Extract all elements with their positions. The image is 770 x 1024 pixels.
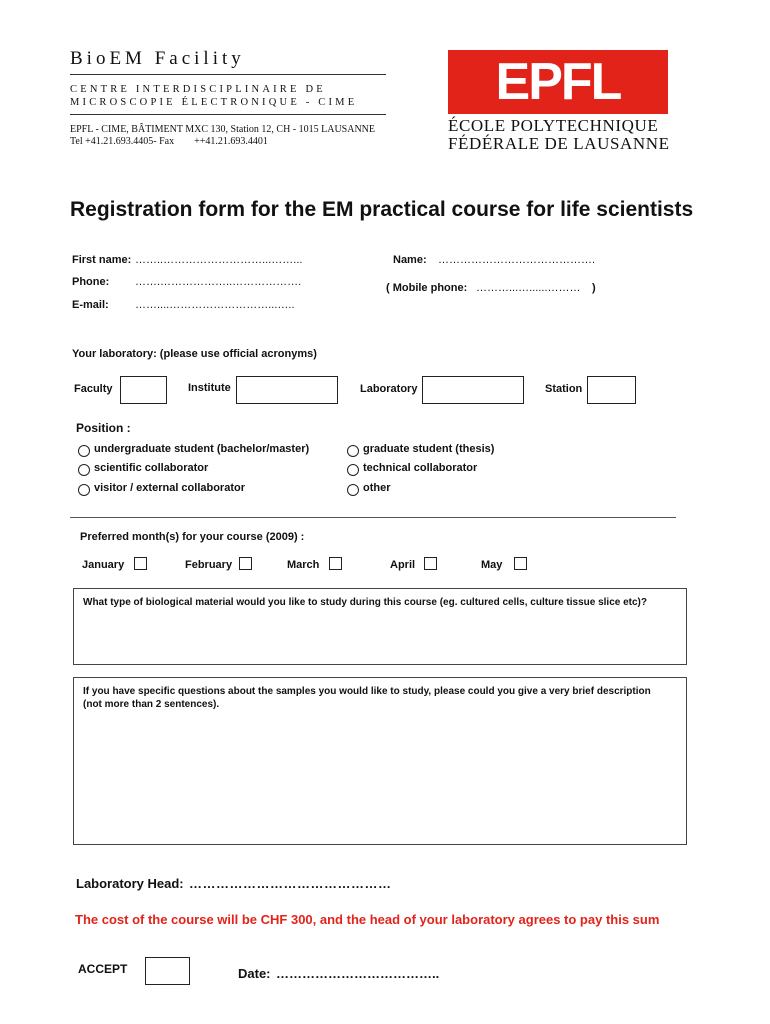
centre-name-line2: MICROSCOPIE ÉLECTRONIQUE - CIME — [70, 97, 358, 108]
month-label-january: January — [82, 559, 125, 571]
phone-label: Phone: — [72, 276, 110, 288]
date-field[interactable]: ……………………………….. — [276, 966, 440, 981]
lab-head-field[interactable]: ……………………………………… — [189, 876, 392, 891]
form-title: Registration form for the EM practical course for life scientists — [70, 198, 694, 221]
institute-label: Institute — [188, 382, 231, 394]
sample-questions-line1: If you have specific questions about the samples you would like to study, please could you give a very brief description — [83, 686, 651, 697]
lab-head-label: Laboratory Head: — [76, 876, 184, 891]
email-label: E-mail: — [72, 299, 109, 311]
checkbox-march[interactable] — [329, 557, 342, 570]
first-name-label: First name: — [72, 254, 132, 266]
option-label: visitor / external collaborator — [94, 482, 245, 494]
option-label: scientific collaborator — [94, 462, 209, 474]
laboratory-input[interactable] — [422, 376, 524, 404]
position-heading: Position : — [76, 421, 131, 435]
facility-title: BioEM Facility — [70, 48, 245, 69]
section-divider — [70, 517, 676, 518]
month-label-february: February — [185, 559, 233, 571]
sample-questions-line2: (not more than 2 sentences). — [83, 699, 220, 710]
header-divider — [70, 114, 386, 115]
month-label-april: April — [390, 559, 416, 571]
name-field[interactable]: ……………………………………. — [438, 254, 596, 266]
checkbox-february[interactable] — [239, 557, 252, 570]
months-heading: Preferred month(s) for your course (2009) : — [80, 531, 305, 543]
checkbox-may[interactable] — [514, 557, 527, 570]
checkbox-april[interactable] — [424, 557, 437, 570]
email-field[interactable]: ……....………………………...….. — [135, 299, 295, 311]
accept-checkbox[interactable] — [145, 957, 190, 985]
option-label: undergraduate student (bachelor/master) — [94, 443, 310, 455]
option-label: technical collaborator — [363, 462, 478, 474]
laboratory-label: Laboratory — [360, 383, 418, 395]
logo-text-line2: FÉDÉRALE DE LAUSANNE — [448, 134, 670, 153]
radio-other[interactable] — [347, 484, 359, 496]
epfl-logo-mark: EPFL — [495, 53, 621, 111]
cost-notice: The cost of the course will be CHF 300, and the head of your laboratory agrees to pay this sum — [75, 912, 660, 927]
option-label: other — [363, 482, 391, 494]
centre-name-line1: CENTRE INTERDISCIPLINAIRE DE — [70, 84, 326, 95]
month-label-march: March — [287, 559, 320, 571]
radio-scientific-collaborator[interactable] — [78, 464, 90, 476]
phone-field[interactable]: …….………………..………………. — [135, 276, 302, 288]
month-label-may: May — [481, 559, 503, 571]
phone-fax-line: Tel +41.21.693.4405- Fax ++41.21.693.4401 — [70, 136, 268, 147]
address-line: EPFL - CIME, BÂTIMENT MXC 130, Station 12, CH - 1015 LAUSANNE — [70, 124, 376, 135]
checkbox-january[interactable] — [134, 557, 147, 570]
mobile-phone-label: ( Mobile phone: — [386, 282, 468, 294]
logo-text-line1: ÉCOLE POLYTECHNIQUE — [448, 116, 659, 135]
faculty-label: Faculty — [74, 383, 113, 395]
radio-graduate[interactable] — [347, 445, 359, 457]
laboratory-heading: Your laboratory: (please use official acronyms) — [72, 348, 317, 360]
date-label: Date: — [238, 966, 271, 981]
institute-input[interactable] — [236, 376, 338, 404]
station-label: Station — [545, 383, 583, 395]
first-name-field[interactable]: ……..………………………...……... — [135, 254, 303, 266]
radio-visitor[interactable] — [78, 484, 90, 496]
mobile-phone-close: ) — [592, 282, 596, 294]
mobile-phone-field[interactable]: ………...…......……… — [476, 282, 581, 294]
name-label: Name: — [393, 254, 427, 266]
header-divider — [70, 74, 386, 75]
radio-technical-collaborator[interactable] — [347, 464, 359, 476]
biological-material-question: What type of biological material would you like to study during this course (eg. cultured cells, culture tissue slice etc)? — [83, 597, 647, 608]
faculty-input[interactable] — [120, 376, 167, 404]
option-label: graduate student (thesis) — [363, 443, 495, 455]
station-input[interactable] — [587, 376, 636, 404]
accept-label: ACCEPT — [78, 962, 128, 976]
radio-undergraduate[interactable] — [78, 445, 90, 457]
